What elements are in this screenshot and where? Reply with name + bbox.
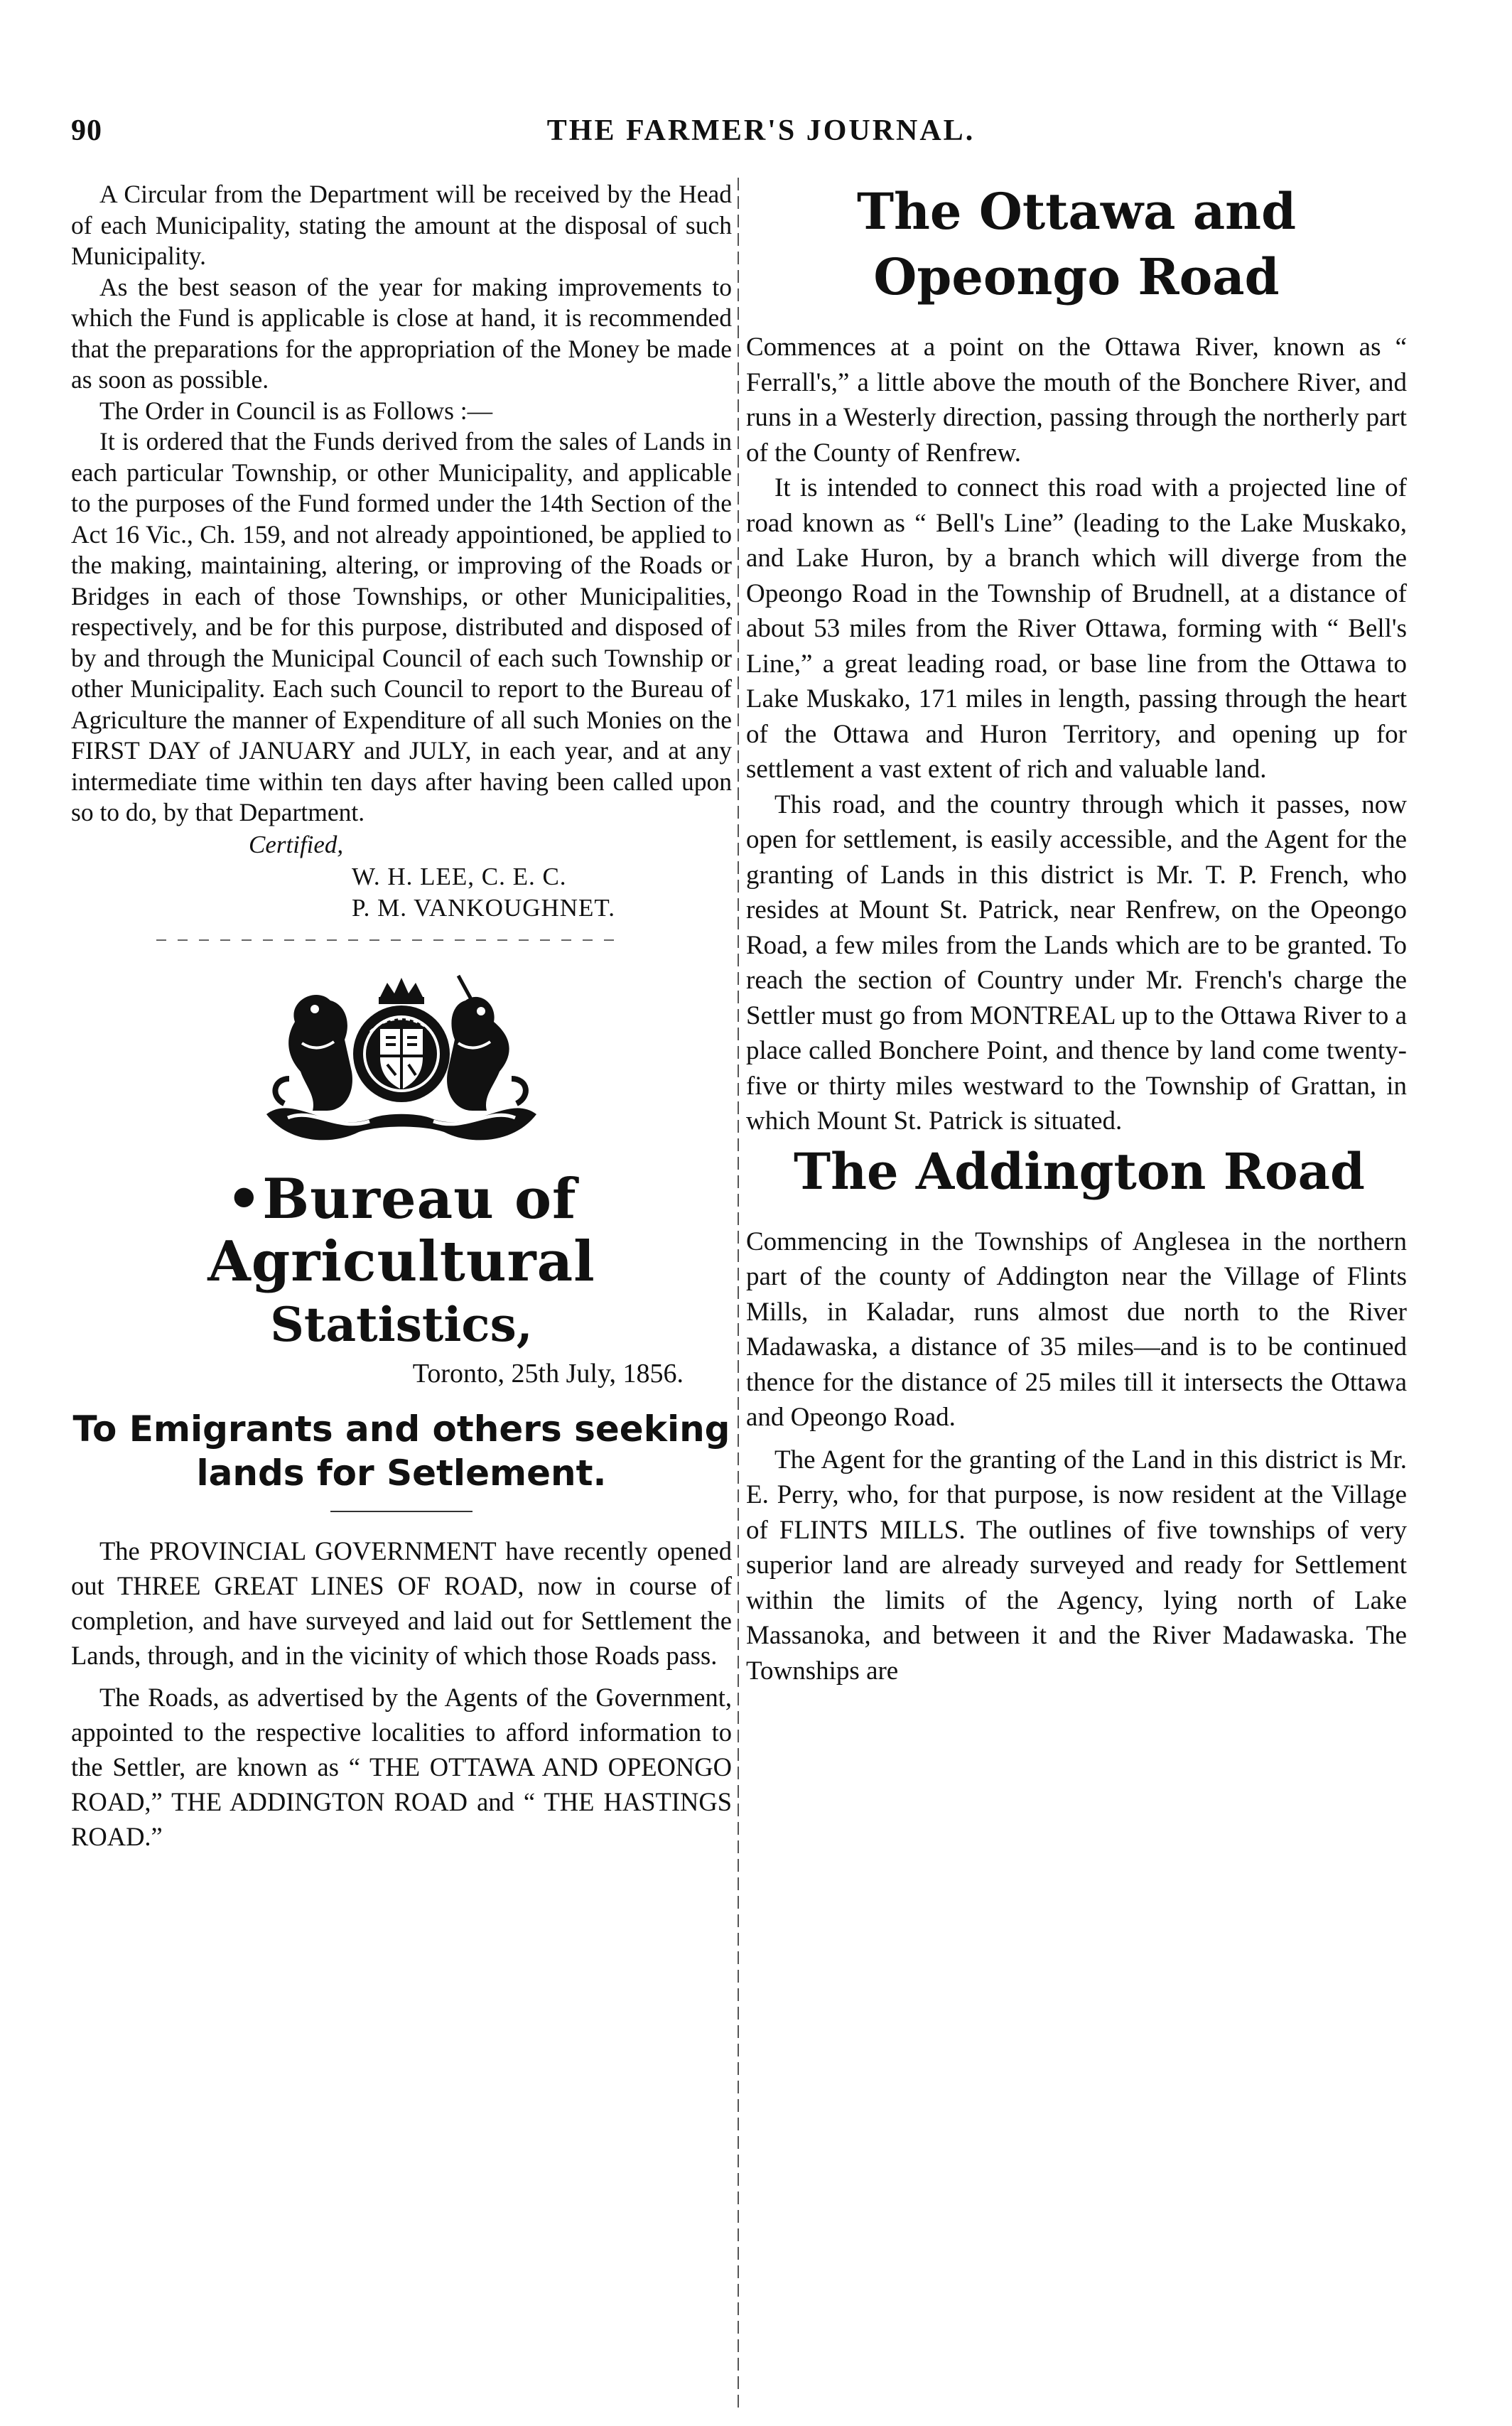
certified-label: Certified, (249, 830, 344, 858)
bureau-title-text: Bureau of Agricultural (207, 1166, 595, 1294)
bureau-title: •Bureau of Agricultural (207, 1166, 595, 1294)
heading-rule (330, 1511, 472, 1512)
paragraph-ottawa-connect: It is intended to connect this road with a projected line of road known as “ Bell's Line” (leading to the Lake Muskako, and Lake Huron, by a branch which will diverge from the Opeongo Road in the Township of Brudnell, at a distance of about 53 miles from the River Ottawa, forming with “ Bell's Line,” a great leading road, or base line from the Ottawa to Lake Muskako, 171 miles in length, passing through the heart of the Ottawa and Huron Territory, and opening up for settlement a vast extent of rich and valuable land. (746, 473, 1407, 784)
signer-vankoughnet: P. M. VANKOUGHNET. (352, 893, 615, 922)
page-header (68, 114, 1454, 171)
right-column (746, 179, 1407, 1688)
paragraph-order-intro: The Order in Council is as Follows :— (99, 396, 493, 425)
royal-coat-of-arms-icon (245, 972, 558, 1150)
signer-lee: W. H. LEE, C. E. C. (352, 862, 567, 890)
column-divider (738, 178, 739, 2409)
bureau-title-statistics: Statistics, (270, 1296, 533, 1352)
journal-title: THE FARMER'S JOURNAL. (546, 114, 976, 147)
paragraph-ottawa-commences: Commences at a point on the Ottawa River, known as “ Ferrall's,” a little above the mouth of the Bonchere River, and runs in a Westerly direction, passing through the northerly part of the County of Renfrew. (746, 333, 1407, 468)
paragraph-order-text: It is ordered that the Funds derived from the sales of Lands in each particular Township, or other Municipality, and applicable to the purposes of the Fund formed under the 14th Section of the Act 16 Vic., Ch. 159, and not already appointioned, be applied to the making, maintaining, altering, or improving of the Roads or Bridges in each of those Townships, or other Municipalities, respectively, and be for this purpose, distributed and disposed of by and through the Municipal Council of each such Township or other Municipality. Each such Council to report to the Bureau of Agriculture the manner of Expenditure of all such Monies on the FIRST DAY of JANUARY and JULY, in each year, and at any intermediate time within ten days after having been called upon so to do, by that Department. (71, 427, 732, 826)
paragraph-best-season: As the best season of the year for making improvements to which the Fund is applicable is close at hand, it is recommended that the preparations for the appropriation of the Money be made as soon as possible. (71, 272, 732, 394)
section-rule (156, 939, 625, 941)
dateline: Toronto, 25th July, 1856. (412, 1358, 684, 1389)
left-column (71, 179, 732, 1854)
paragraph-government: The PROVINCIAL GOVERNMENT have recently opened out THREE GREAT LINES OF ROAD, now in course of completion, and have surveyed and laid out for Settlement the Lands, through, and in the vicinity of which those Roads pass. (71, 1536, 732, 1670)
paragraph-roads: The Roads, as advertised by the Agents of the Government, appointed to the respective localities to afford information to the Settler, are known as “ THE OTTAWA AND OPEONGO ROAD,” THE ADDINGTON ROAD and “ THE HASTINGS ROAD.” (71, 1682, 732, 1851)
ottawa-road-heading: The Ottawa and Opeongo Road (856, 182, 1297, 306)
paragraph-addington-agent: The Agent for the granting of the Land in this district is Mr. E. Perry, who, for that purpose, is now resident at the Village of FLINTS MILLS. The outlines of five townships of very superior land are already surveyed and ready for Settlement within the limits of the Agency, lying north of Lake Massanoka, and between it and the River Madawaska. The Townships are (746, 1445, 1407, 1686)
paragraph-ottawa-access: This road, and the country through which it passes, now open for settlement, is easily accessible, and the Agent for the granting of Lands in this district is Mr. T. P. French, who resides at Mount St. Patrick, near Renfrew, on the Opeongo Road, a few miles from the Lands which are to be granted. To reach the section of Country under Mr. French's charge the Settler must go from MONTREAL up to the Ottawa River to a place called Bonchere Point, and thence by land come twenty-five or thirty miles westward to the Township of Grattan, in which Mount St. Patrick is situated. (746, 789, 1407, 1136)
page-number: 90 (71, 114, 102, 147)
paragraph-addington-commencing: Commencing in the Townships of Anglesea in the northern part of the county of Addington near the Village of Flints Mills, in Kaladar, runs almost due north to the River Madawaska, a distance of 35 miles—and is to be continued thence for the distance of 25 miles till it intersects the Ottawa and Opeongo Road. (746, 1227, 1407, 1432)
emigrants-heading: To Emigrants and others seeking lands for Setlement. (72, 1408, 730, 1494)
addington-road-heading: The Addington Road (794, 1141, 1365, 1201)
paragraph-circular: A Circular from the Department will be received by the Head of each Municipality, stating the amount at the disposal of such Municipality. (71, 180, 732, 270)
